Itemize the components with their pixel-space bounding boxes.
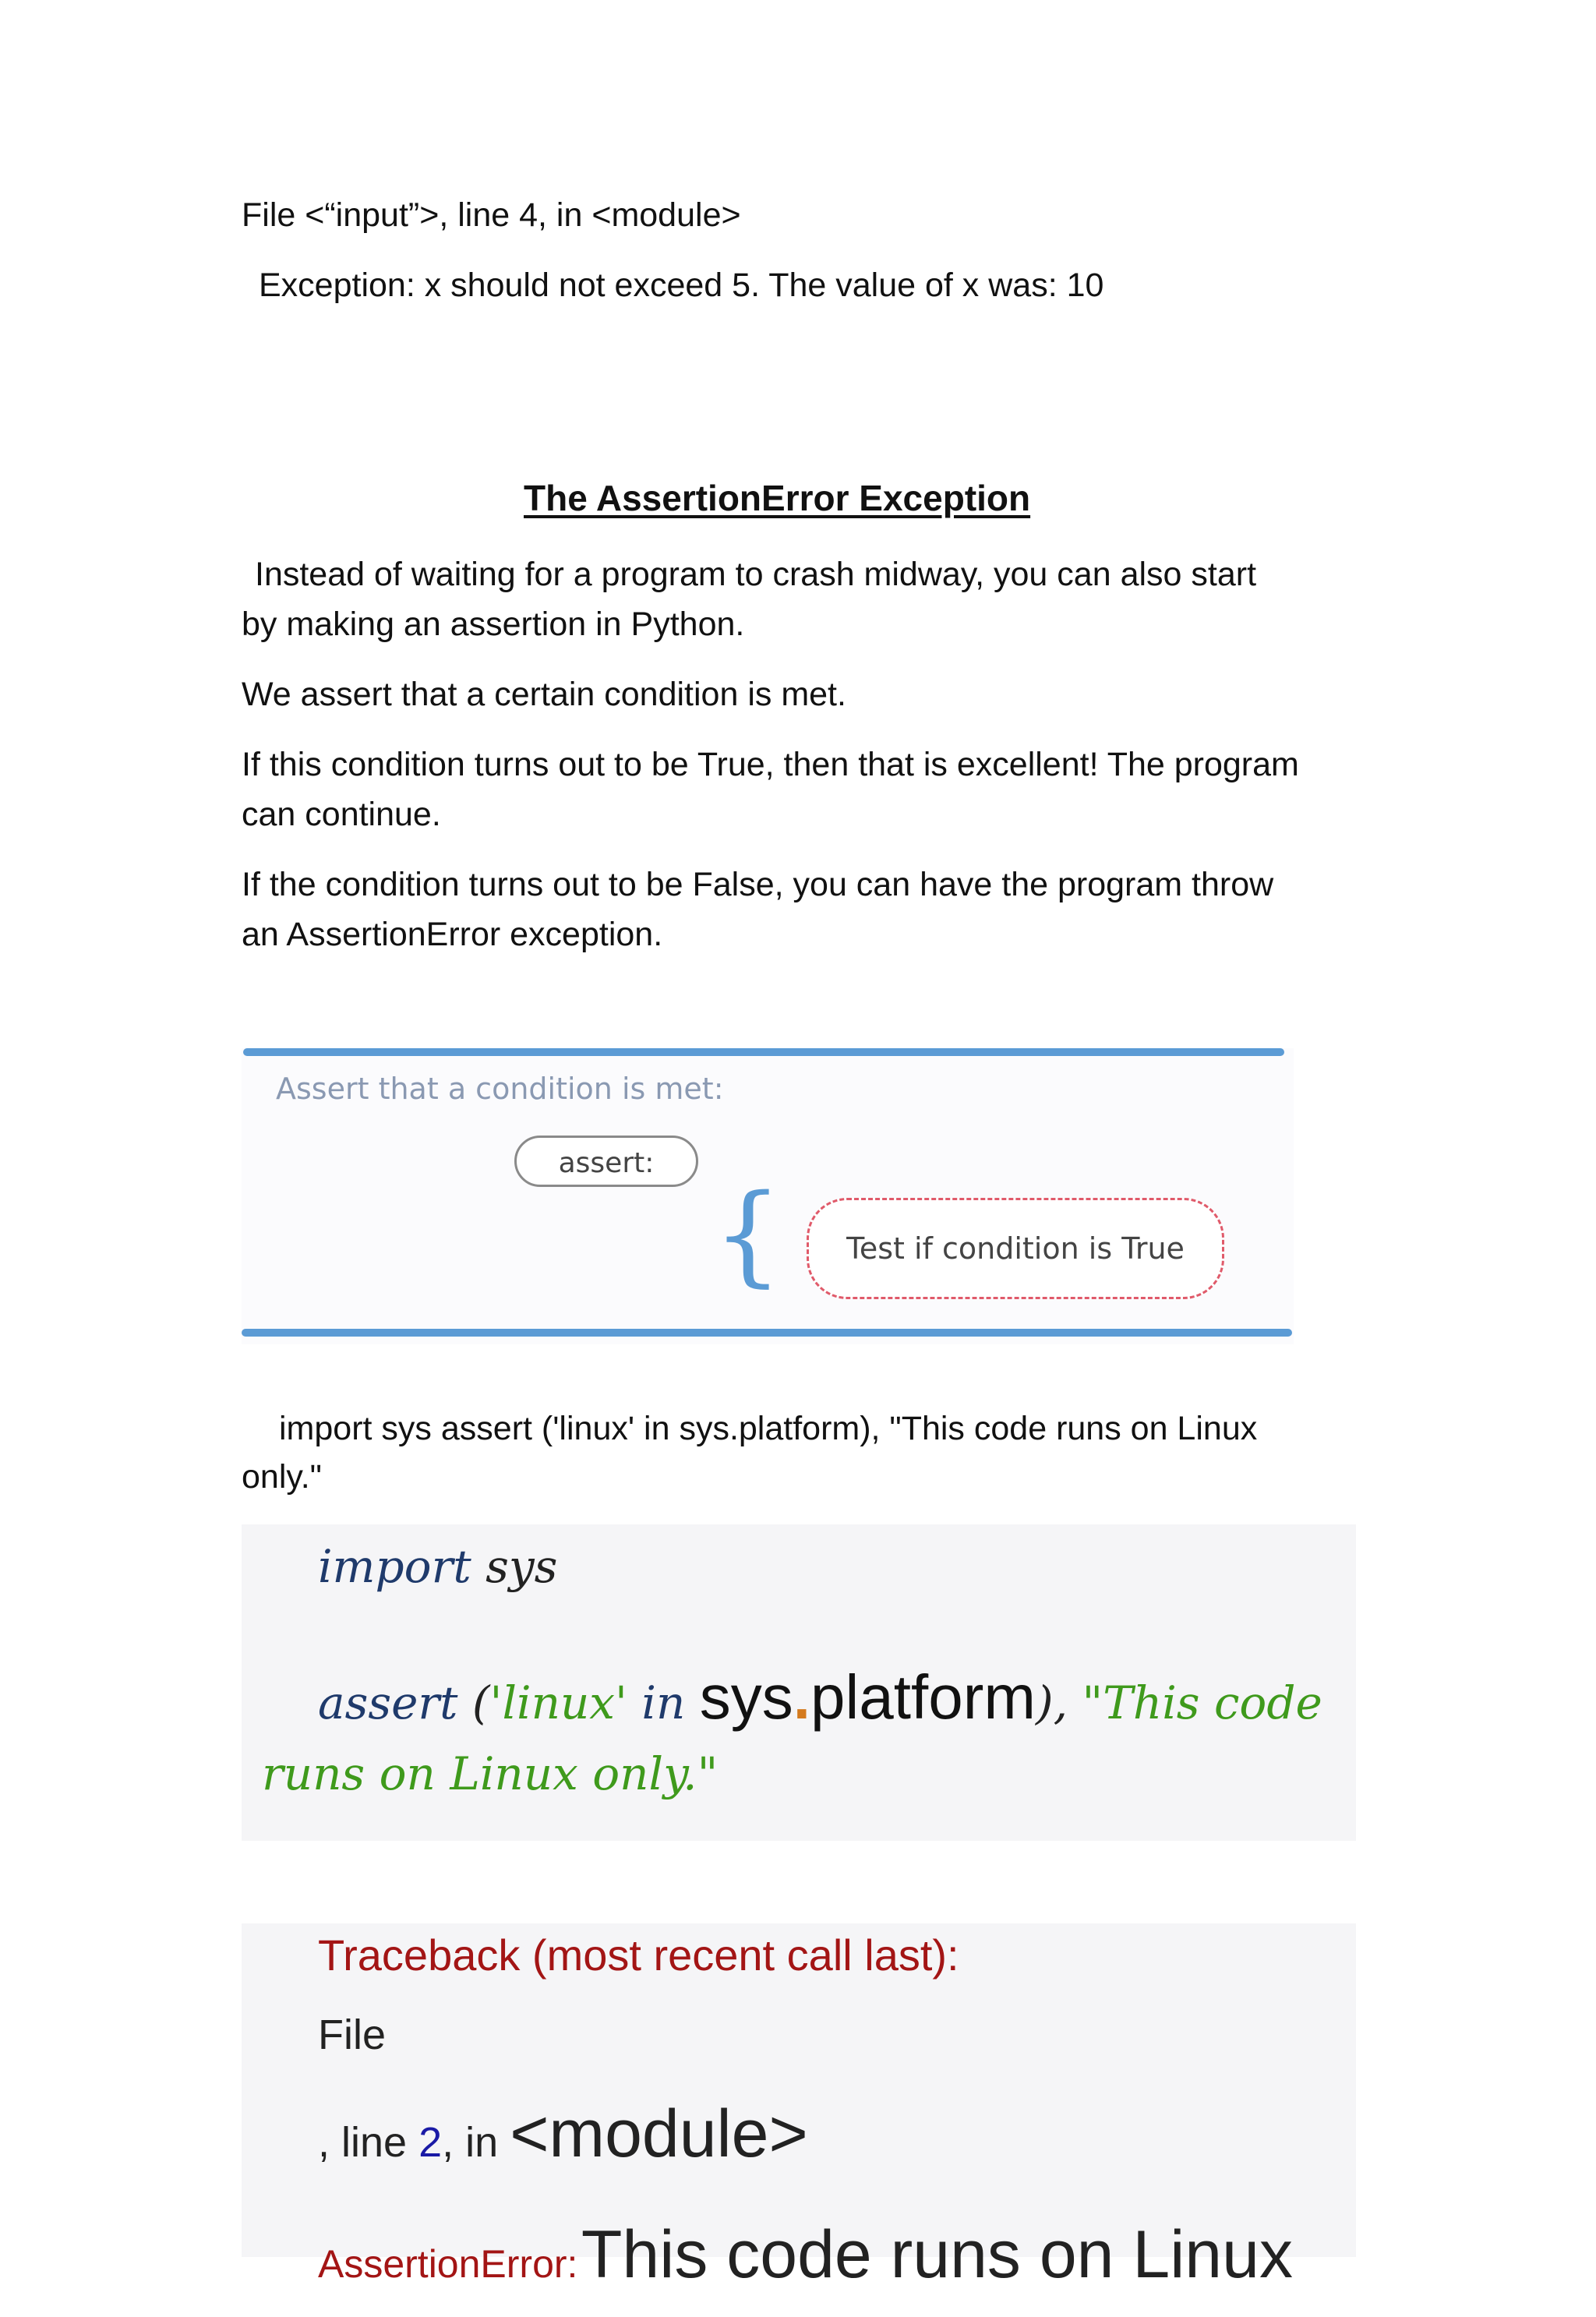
traceback-line-info bbox=[318, 2096, 808, 2180]
open-paren: ( bbox=[471, 1676, 490, 1729]
paragraph-3-line-2: can continue. bbox=[242, 796, 441, 833]
brace-icon: { bbox=[713, 1171, 783, 1298]
traceback-file-label: File bbox=[318, 2011, 387, 2058]
condition-box: Test if condition is True bbox=[807, 1198, 1224, 1299]
inline-code-line-2: only." bbox=[242, 1458, 322, 1496]
section-heading: The AssertionError Exception bbox=[524, 478, 1031, 518]
code-line-assert bbox=[318, 1660, 1322, 1740]
import-keyword: import bbox=[318, 1540, 471, 1593]
assert-keyword: assert bbox=[318, 1676, 458, 1729]
assertion-error-message: This code runs on Linux bbox=[581, 2217, 1293, 2292]
paragraph-3-line-1: If this condition turns out to be True, then that is excellent! The program bbox=[242, 746, 1299, 783]
inline-code-line-1: import sys assert ('linux' in sys.platform), "This code runs on Linux bbox=[279, 1410, 1258, 1447]
diagram-bottom-rule bbox=[242, 1329, 1292, 1337]
sys-identifier: sys bbox=[699, 1662, 793, 1732]
code-line-import bbox=[318, 1535, 557, 1598]
paragraph-2: We assert that a certain condition is met. bbox=[242, 676, 846, 713]
paragraph-1-line-2: by making an assertion in Python. bbox=[242, 606, 745, 643]
assert-pill: assert: bbox=[514, 1136, 698, 1187]
module-name: <module> bbox=[510, 2096, 808, 2171]
import-module: sys bbox=[486, 1540, 558, 1593]
attribute-dot: . bbox=[793, 1662, 810, 1732]
message-string-part-1: "This code bbox=[1082, 1676, 1322, 1729]
message-string-part-2: runs on Linux only." bbox=[262, 1747, 719, 1800]
paragraph-1-line-1: Instead of waiting for a program to crash midway, you can also start bbox=[255, 556, 1257, 593]
diagram-top-rule bbox=[243, 1048, 1284, 1056]
traceback-file-line: File <“input”>, line 4, in <module> bbox=[242, 196, 741, 234]
paragraph-4-line-2: an AssertionError exception. bbox=[242, 916, 663, 953]
in-text: , in bbox=[442, 2119, 499, 2166]
assertion-error-label: AssertionError: bbox=[318, 2242, 578, 2286]
paragraph-4-line-1: If the condition turns out to be False, you can have the program throw bbox=[242, 866, 1274, 903]
diagram-caption: Assert that a condition is met: bbox=[276, 1072, 724, 1106]
linux-string: 'linux' bbox=[489, 1676, 627, 1729]
platform-identifier: platform bbox=[810, 1662, 1036, 1732]
in-keyword: in bbox=[641, 1676, 686, 1729]
line-number: 2 bbox=[418, 2119, 443, 2166]
line-prefix: , line bbox=[318, 2119, 408, 2166]
exception-message: Exception: x should not exceed 5. The value of x was: 10 bbox=[259, 267, 1104, 304]
assert-diagram bbox=[242, 1048, 1294, 1344]
close-paren-comma: ), bbox=[1035, 1676, 1068, 1729]
assertion-error-line bbox=[318, 2212, 1293, 2317]
traceback-header: Traceback (most recent call last): bbox=[318, 1930, 959, 1980]
